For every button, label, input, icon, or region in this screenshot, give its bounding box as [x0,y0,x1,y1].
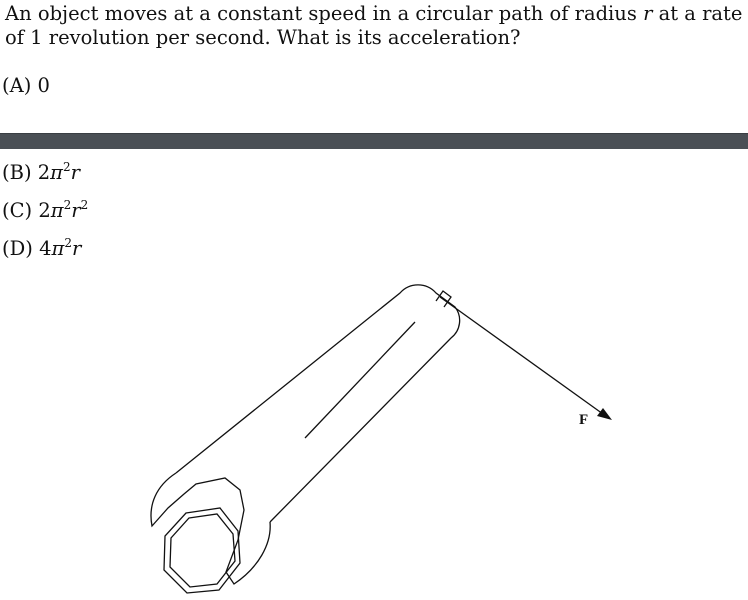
wrench-jaw-outline [151,473,270,584]
force-line [440,297,603,414]
wrench-handle-outline [176,285,460,522]
choice-label: (C) [2,199,33,222]
choice-label: (A) [2,74,32,97]
choice-d[interactable]: (D) $4\pi^2r$ [2,236,82,260]
choice-value: 0 [37,74,50,97]
question-variable: r [643,2,653,25]
question-text: An object moves at a constant speed in a circular path of radius r at a rate of 1 revolution per second. What is its acceleration? [5,2,743,49]
force-arrowhead [597,408,612,420]
choice-c[interactable]: (C) $2\pi^2r^2$ [2,198,89,222]
force-vector [436,291,612,420]
choice-label: (D) [2,237,33,260]
choice-label: (B) [2,161,32,184]
wrench-drawing [151,285,460,593]
hex-bolt-inner [170,514,235,587]
force-label: F [579,412,589,428]
choice-b[interactable]: (B) $2\pi^2r$ [2,160,80,184]
wrench-handle-groove [305,322,415,438]
hex-bolt-outer [164,508,240,593]
